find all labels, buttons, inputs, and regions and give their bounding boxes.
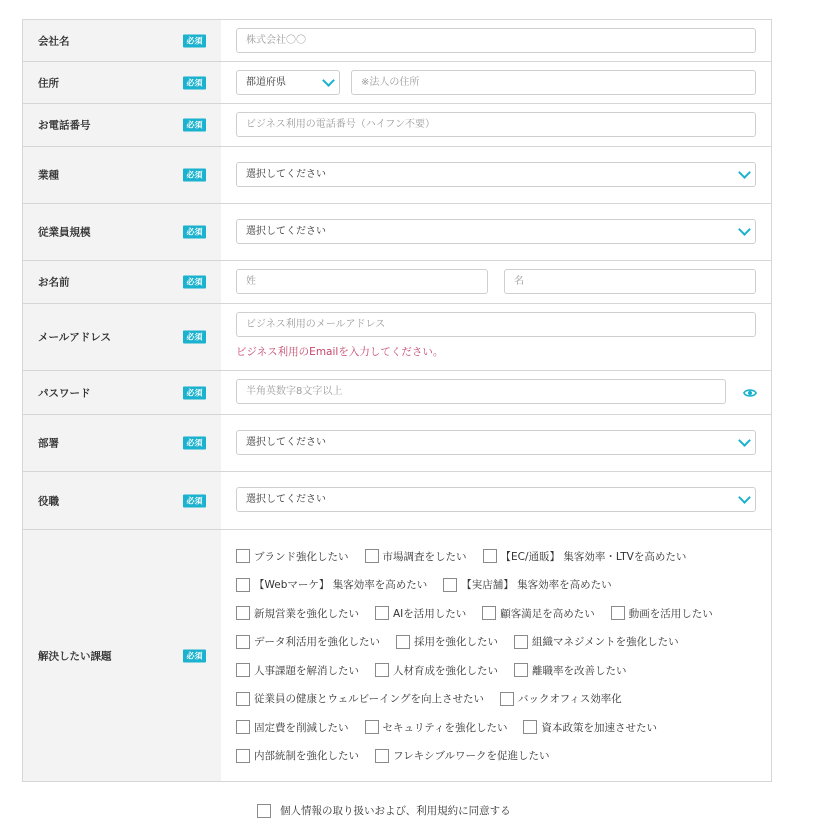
issue-checkbox[interactable] [482,606,496,620]
required-badge: 必須 [183,226,206,239]
issue-option[interactable] [365,720,508,735]
issue-checkbox[interactable] [514,635,528,649]
employees-label: 従業員規模 [38,226,91,239]
checkbox-line [236,628,756,657]
checkbox-line [236,571,756,600]
email-error-message: ビジネス利用のEmailを入力してください。 [236,346,444,358]
chevron-down-icon [738,166,751,179]
address-label: 住所 [38,77,59,89]
issue-label: 【実店舗】 集客効率を高めたい [461,579,612,592]
password-input[interactable] [236,379,726,404]
last-name-input[interactable] [236,269,488,294]
required-badge: 必須 [183,34,206,47]
agreement-checkbox[interactable] [257,804,271,818]
required-badge: 必須 [183,494,206,507]
issue-option[interactable] [482,606,595,621]
issues-checkbox-group [236,530,756,782]
issue-option[interactable] [500,691,622,706]
issue-label: 採用を強化したい [414,636,498,649]
required-badge: 必須 [183,386,206,399]
row-name [23,261,771,304]
issue-checkbox[interactable] [236,663,250,677]
department-select[interactable] [236,430,756,455]
issue-checkbox[interactable] [611,606,625,620]
issue-checkbox[interactable] [443,578,457,592]
issue-label: 資本政策を加速させたい [541,721,657,734]
issue-label: 市場調査をしたい [382,550,467,563]
chevron-down-icon [738,491,751,504]
row-department [23,415,771,472]
issue-checkbox[interactable] [483,549,497,563]
required-badge: 必須 [183,649,206,662]
company-input[interactable] [236,28,756,53]
position-select[interactable] [236,487,756,512]
row-industry [23,147,771,204]
issue-label: データ利活用を強化したい [254,636,380,649]
industry-label: 業種 [38,169,59,182]
required-badge: 必須 [183,169,206,182]
employees-selected: 選択してください [246,226,326,237]
issue-label: 【Webマーケ】 集客効率を高めたい [254,579,428,592]
phone-input[interactable] [236,112,756,137]
chevron-down-icon [322,74,335,87]
issue-checkbox[interactable] [236,549,250,563]
row-password [23,371,771,415]
position-selected: 選択してください [246,494,326,505]
prefecture-selected: 都道府県 [246,77,286,88]
issue-checkbox[interactable] [375,663,389,677]
issue-checkbox[interactable] [500,692,514,706]
issue-label: 人事課題を解消したい [254,664,359,677]
issue-checkbox[interactable] [236,692,250,706]
issue-option[interactable] [236,748,359,763]
email-label: メールアドレス [38,331,111,344]
employees-select[interactable] [236,219,756,244]
checkbox-line [236,599,756,628]
email-input[interactable] [236,312,756,337]
issue-option[interactable] [396,634,498,649]
issue-checkbox[interactable] [514,663,528,677]
issue-option[interactable] [514,634,679,649]
department-label: 部署 [38,437,59,450]
issue-checkbox[interactable] [236,720,250,734]
industry-selected: 選択してください [246,169,326,180]
row-position [23,472,771,530]
issue-checkbox[interactable] [523,720,537,734]
issue-option[interactable] [611,606,713,621]
industry-select[interactable] [236,162,756,187]
issue-label: 【EC/通販】 集客効率・LTVを高めたい [500,550,687,563]
issue-option[interactable] [443,577,611,592]
issue-checkbox[interactable] [375,749,389,763]
row-address [23,62,771,104]
issue-label: 新規営業を強化したい [254,607,359,620]
name-label: お名前 [38,276,70,289]
password-label: パスワード [38,387,91,399]
chevron-down-icon [738,434,751,447]
issue-option[interactable] [236,634,380,649]
company-label: 会社名 [38,35,70,47]
required-badge: 必須 [183,437,206,450]
agreement[interactable] [257,803,511,818]
issue-label: 固定費を削減したい [254,721,349,734]
position-label: 役職 [38,495,59,507]
issue-option[interactable] [236,606,359,621]
issue-checkbox[interactable] [236,578,250,592]
eye-icon[interactable] [743,386,757,400]
department-selected: 選択してください [246,437,326,448]
issue-option[interactable] [236,720,349,735]
issue-option[interactable] [236,663,359,678]
issue-checkbox[interactable] [365,720,379,734]
issue-label: 人材育成を強化したい [393,664,498,677]
required-badge: 必須 [183,276,206,289]
required-badge: 必須 [183,76,206,89]
issue-option[interactable] [365,549,467,564]
row-phone [23,104,771,147]
issue-label: 顧客満足を高めたい [500,607,595,620]
checkbox-line [236,742,756,771]
issue-checkbox[interactable] [236,606,250,620]
issue-checkbox[interactable] [365,549,379,563]
issue-label: セキュリティを強化したい [382,721,508,734]
issues-label: 解決したい課題 [38,650,112,662]
issue-option[interactable] [375,663,498,678]
agreement-label: 個人情報の取り扱いおよび、利用規約に同意する [280,805,511,817]
issue-option[interactable] [483,549,687,564]
issue-option[interactable] [514,663,627,678]
issue-label: 動画を活用したい [628,607,713,620]
issue-label: 離職率を改善したい [532,664,627,677]
issue-label: フレキシブルワークを促進したい [393,750,550,763]
issue-checkbox[interactable] [236,749,250,763]
phone-label: お電話番号 [38,119,91,132]
row-employees [23,204,771,261]
issue-option[interactable] [375,748,550,763]
row-issues [23,530,771,781]
issue-option[interactable] [236,549,349,564]
checkbox-line [236,542,756,571]
issue-label: ブランド強化したい [254,550,349,563]
issue-option[interactable] [375,606,466,621]
first-name-input[interactable] [504,269,756,294]
required-badge: 必須 [183,331,206,344]
issue-checkbox[interactable] [396,635,410,649]
prefecture-select[interactable] [236,70,340,95]
issue-label: AIを活用したい [393,607,467,620]
checkbox-line [236,685,756,714]
checkbox-line [236,656,756,685]
row-company [23,20,771,62]
chevron-down-icon [738,223,751,236]
issue-option[interactable] [523,720,657,735]
issue-option[interactable] [236,691,484,706]
address-input[interactable] [351,70,756,95]
issue-checkbox[interactable] [236,635,250,649]
checkbox-line [236,713,756,742]
required-badge: 必須 [183,119,206,132]
issue-label: 組織マネジメントを強化したい [532,636,679,649]
issue-option[interactable] [236,577,427,592]
issue-label: 従業員の健康とウェルビーイングを向上させたい [254,693,484,706]
issue-checkbox[interactable] [375,606,389,620]
issue-label: 内部統制を強化したい [254,750,359,763]
contact-form-table [22,19,772,782]
issue-label: バックオフィス効率化 [517,693,622,706]
row-email [23,304,771,371]
